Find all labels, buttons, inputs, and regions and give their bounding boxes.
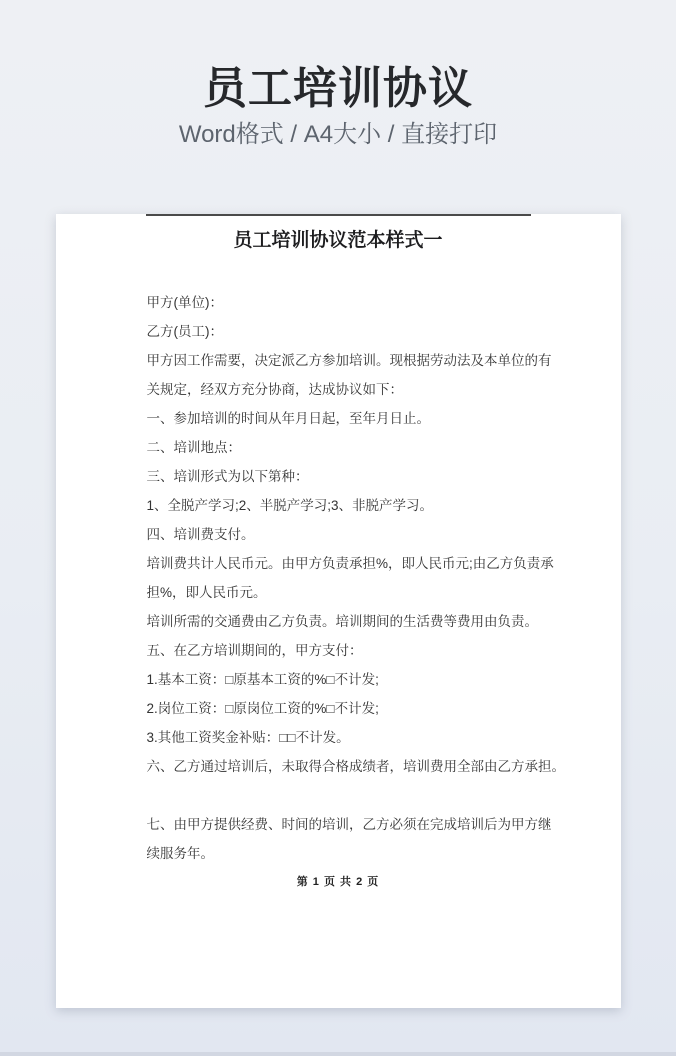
- document-text-line: 五、在乙方培训期间的，甲方支付：: [146, 643, 363, 658]
- document-text-line: [147, 781, 532, 810]
- page-title: 员工培训协议: [203, 64, 473, 113]
- document-body: [146, 288, 565, 868]
- document-text-line: 四、培训费支付。: [146, 527, 255, 542]
- document-text-line: 乙方(员工)：: [146, 324, 223, 339]
- document-text-line: 2.岗位工资：□原岗位工资的%□不计发;: [146, 701, 379, 716]
- document-text-line: 关规定，经双方充分协商，达成协议如下：: [146, 382, 403, 397]
- bottom-edge-strip: [0, 1052, 676, 1056]
- document-text-line: 二、培训地点：: [146, 440, 241, 455]
- document-text-line: 1.基本工资：□原基本工资的%□不计发;: [146, 672, 379, 687]
- document-text-line: 3.其他工资奖金补贴：□□不计发。: [146, 730, 350, 745]
- document-text-line: 续服务年。: [146, 846, 214, 861]
- document-text-line: 三、培训形式为以下第种：: [146, 469, 309, 484]
- document-text-line: 甲方因工作需要，决定派乙方参加培训。现根据劳动法及本单位的有: [146, 353, 552, 368]
- page-subtitle: Word格式 / A4大小 / 直接打印: [178, 121, 498, 148]
- document-text-line: 培训费共计人民币元。由甲方负责承担%，即人民币元;由乙方负责承: [146, 556, 554, 571]
- document-text-line: 培训所需的交通费由乙方负责。培训期间的生活费等费用由负责。: [146, 614, 538, 629]
- document-text-line: 担%，即人民币元。: [146, 585, 267, 600]
- document-page-number: 第 1 页 共 2 页: [296, 876, 380, 888]
- document-text-line: 甲方(单位)：: [146, 295, 223, 310]
- document-title: 员工培训协议范本样式一: [233, 230, 443, 251]
- document-text-line: 七、由甲方提供经费、时间的培训，乙方必须在完成培训后为甲方继: [146, 817, 552, 832]
- document-divider-line: [146, 214, 531, 216]
- document-text-line: 一、参加培训的时间从年月日起，至年月日止。: [146, 411, 430, 426]
- document-text-line: 1、全脱产学习;2、半脱产学习;3、非脱产学习。: [146, 498, 434, 513]
- document-text-line: 六、乙方通过培训后，未取得合格成绩者，培训费用全部由乙方承担。: [146, 759, 565, 774]
- document-preview-page: [56, 214, 621, 1008]
- page-header: [0, 0, 676, 150]
